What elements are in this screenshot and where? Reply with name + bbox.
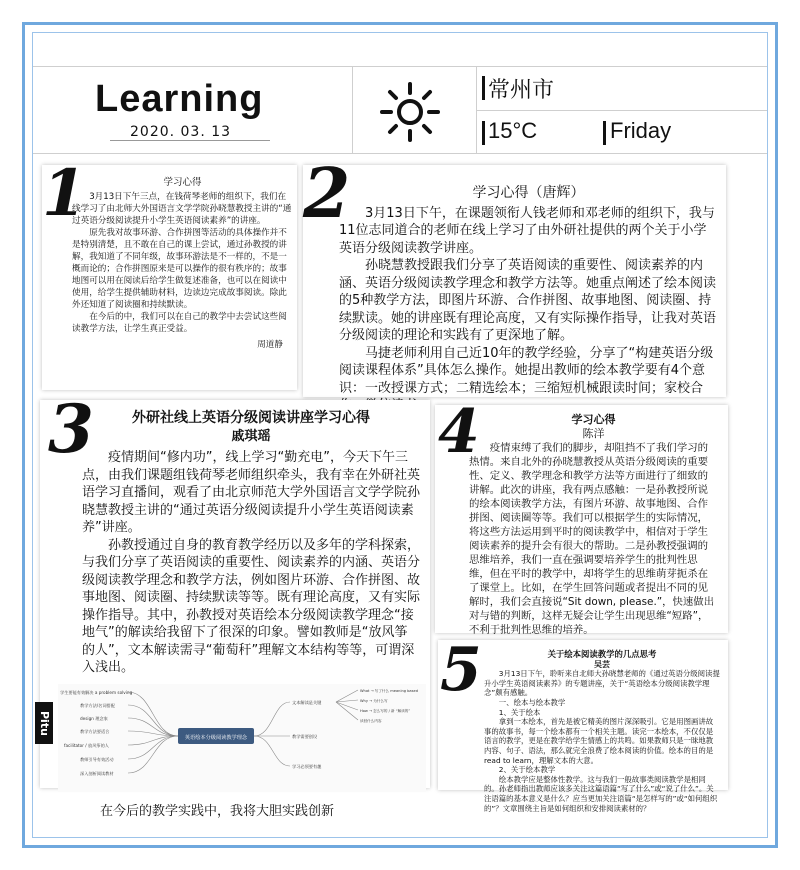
article-5-author: 吴芸 [594, 659, 610, 669]
article-2 [303, 165, 726, 397]
article-5-paragraph: 一、绘本与绘本教学 [498, 697, 566, 707]
mindmap-center: 英语绘本分级阅读教学理念 [184, 735, 248, 741]
mindmap-left-node: 教学方法要适合 [80, 729, 110, 734]
header-mid-rule [476, 110, 767, 111]
article-5-paragraph: 拿到一本绘本，首先是被它精美的图片深深吸引。它是用图画讲故事的故事书，每一个绘本都有一个相关主题。读完一本绘本，不仅仅是语言的教学，更是在教学给学生情感上的共鸣。如果教师只是一昧地教内容、句子、语法，那么就完全浪费了绘本阅读的价值。绘本的目的是read to learn，理解文本的大意。 [484, 717, 714, 765]
article-1-title: 学习心得 [163, 177, 202, 188]
sun-icon [378, 80, 442, 144]
header-divider-right [476, 66, 477, 154]
city-label: 常州市 [488, 78, 555, 103]
header-bottom-rule [33, 153, 767, 154]
weekday-label: Friday [610, 118, 672, 143]
article-5-title: 关于绘本阅读教学的几点思考 [547, 649, 657, 659]
mindmap-left-node: 教学方法/名词搭配 [80, 703, 115, 708]
article-2-paragraph: 3月13日下午，在课题领衔人钱老师和邓老师的组织下，我与11位志同道合的老师在线上学习了由外研社提供的两个关于小学英语分级阅读教学讲座。 [339, 205, 715, 256]
article-2-title: 学习心得（唐辉） [472, 185, 585, 201]
mindmap-right-node: 教学需要创设 [292, 734, 318, 739]
date-label: 2020. 03. 13 [130, 124, 232, 140]
mindmap-detail: How → 怎么写的 / 新 “解读的” [360, 709, 411, 713]
article-3-paragraph: 疫情期间“修内功”，线上学习“勤充电”，今天下午三点，由我们课题组钱荷琴老师组织牵头，我有幸在外研社英语学习直播间，观看了由北京师范大学外国语言文学学院孙晓慧教授主讲的“通过英语分级阅读提升小学生英语阅读素养”讲座。 [82, 450, 421, 535]
mindmap-right-node: 学习必须要有趣 [292, 764, 322, 769]
day-bar [603, 121, 606, 145]
article-1-number: 1 [42, 156, 87, 231]
mindmap-left-node: design 理念家 [80, 716, 108, 721]
mindmap-left-node: 教师引导有效活动 [80, 757, 114, 762]
mindmap-detail: Why → 为什么写 [360, 699, 388, 703]
article-1-paragraph: 原先我对故事环游、合作拼图等活动的具体操作并不是特别清楚，且不敢在自己的课上尝试，通过孙教授的讲解，我知道了不同年级，故事环游法是不一样的，不是一概而论的；合作拼图原来是可以操作的很有秩序的；故事地图可以用在阅读后给学生做复述准备，也可以在阅读中使用，给学生提供辅助材料，边读边完成故事阅读。除此外还知道了阅读圈和持续默读。 [72, 228, 287, 310]
article-4-author: 陈洋 [582, 427, 605, 440]
article-5-paragraph: 2、关于绘本教学 [498, 765, 556, 775]
mindmap-left-node: facilitator / 放风筝的人 [64, 743, 109, 748]
article-4-paragraph: 疫情束缚了我们的脚步，却阻挡不了我们学习的热情。来自北外的孙晓慧教授从英语分级阅读的重要性、定义、教学理念和教学方法等方面进行了细致的讲解。此次的讲座，我有两点感触：一是孙教授所说的绘本阅读教学方法，有图片环游、故事地图、合作拼图、阅读圈等等。我们可以根据学生的实际情况，将这些方法运用到平时的阅读教学中，相信对于学生阅读素养的提升会有很大的帮助。二是孙教授强调的思维培养，我们一直在强调要培养学生的批判性思维，但在平时的教学中，却将学生的思维萌芽扼杀在了课堂上。比如，在学生回答问题或者提出不同的见解时，我们会直接说“Sit down, please.”，快速做出对与错的判断，这样无疑会让学生出现思维“短路”，不利于批判性思维的培养。 [469, 442, 715, 636]
pitu-label: Pitu [35, 702, 53, 744]
article-3-footer: 在今后的教学实践中，我将大胆实践创新 [100, 804, 335, 819]
article-1-signature: 周道静 [257, 340, 283, 350]
article-5-number: 5 [440, 635, 482, 705]
mindmap-left-node: 深入剖析阅读教材 [80, 771, 114, 776]
article-5-paragraph: 3月13日下午，聆听来自北师大孙晓慧老师的《通过英语分级阅读提升小学生英语阅读素养》的专题讲座，关于“英语绘本分级阅读教学理念”颇有感触。 [484, 669, 720, 698]
article-1-paragraph: 在今后的中，我们可以在自己的教学中去尝试这些阅读教学方法，让学生真正受益。 [72, 312, 287, 334]
temperature-label: 15°C [488, 118, 538, 143]
article-2-paragraph: 孙晓慧教授跟我们分享了英语阅读的重要性、阅读素养的内涵、英语分级阅读教学理念和教学方法等。她重点阐述了绘本阅读的5种教学方法，即图片环游、合作拼图、故事地图、阅读圈、持续默读。她的讲座既有理论高度，又有实际操作指导，让我对英语分级阅读的理论和实践有了更深地了解。 [339, 258, 717, 343]
article-2-number: 2 [303, 154, 351, 234]
mindmap-right-node: 文本解读是关键 [292, 700, 322, 705]
article-4-title: 学习心得 [571, 413, 616, 426]
article-3-title: 外研社线上英语分级阅读讲座学习心得 [132, 410, 370, 426]
article-3-author: 戚琪瑶 [231, 428, 271, 444]
article-2-paragraph: 马捷老师利用自己近10年的教学经验，分享了“构建英语分级阅读课程体系”具体怎么操作。她提出教师的绘本教学要有4个意识：一改授课方式；二精选绘本；三缩短机械跟读时间；家校合 [339, 345, 714, 396]
article-1-paragraph: 3月13日下午三点，在钱荷琴老师的组织下，我们在线学习了由北师大外国语言文学学院孙晓慧教授主讲的“通过英语分级阅读提升小学生英语阅读素养”的讲座。 [72, 192, 292, 226]
temp-bar [482, 121, 485, 145]
article-4-number: 4 [438, 397, 480, 467]
article-3-number: 3 [48, 390, 94, 468]
header-divider-left [352, 66, 353, 154]
header-top-rule [33, 66, 767, 67]
article-5-paragraph: 1、关于绘本 [498, 707, 541, 717]
mindmap-diagram [58, 684, 426, 792]
mindmap-detail: What → 写了什么 meaning based [360, 689, 418, 693]
page-title: Learning [95, 78, 264, 120]
article-5-paragraph: 绘本教学应是整体性教学。这与我们一般故事类阅读教学是相同的。孙老师指出教师应该多关注这篇语篇“写了什么”或“说了什么”。关注语篇的基本意义是什么？应当更加关注语篇“是怎样写的”或“如何组织的”？文章围绕主旨是如何组织和安排阅读素材的？ [484, 774, 718, 813]
city-bar [482, 76, 485, 100]
article-3-paragraph: 孙教授通过自身的教育教学经历以及多年的学科探索，与我们分享了英语阅读的重要性、阅读素养的内涵、英语分级阅读教学理念和教学方法，例如图片环游、合作拼图、故事地图、阅读圈、持续默读等等。既有理论高度，又有实际操作指导。其中，孙教授对英语绘本分级阅读教学理念“接地气”的解读给我留下了很深的印象。譬如教师是“放风筝的人”，文本解读需寻“葡萄秆”理解文本结构等等，可谓深入浅出。 [82, 537, 421, 675]
mindmap-detail: 读回什么内容 [360, 719, 382, 723]
mindmap-left-node: 学生要能有效解决 a problem solving [60, 690, 133, 695]
date-underline [110, 140, 270, 141]
